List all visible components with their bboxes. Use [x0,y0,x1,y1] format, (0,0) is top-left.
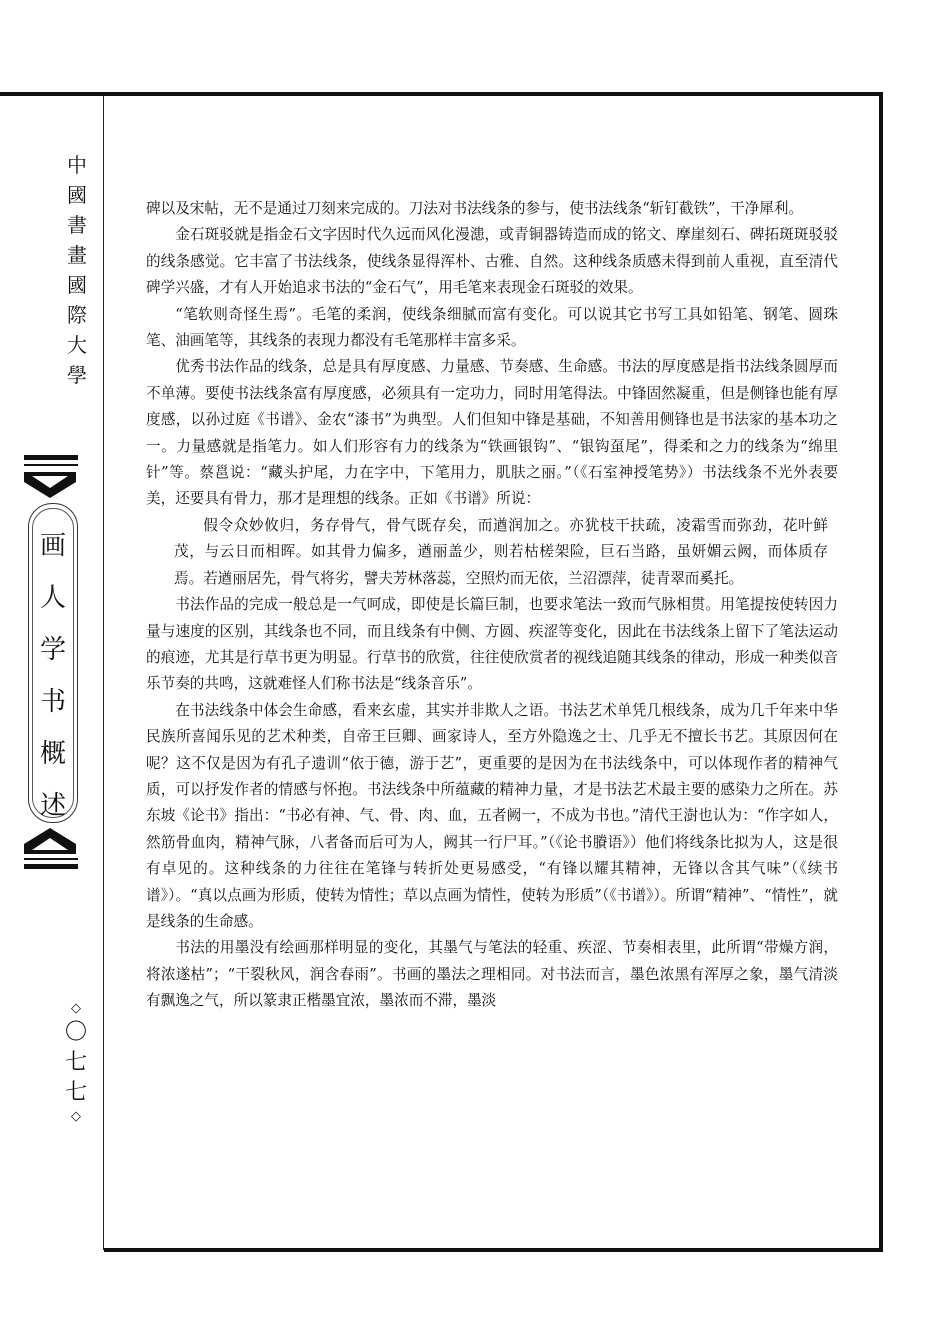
page-number [62,1000,90,1126]
ornament-bar [24,858,78,860]
journal-char: 國 [67,273,87,297]
paragraph: “笔软则奇怪生焉”。毛笔的柔润，使线条细腻而富有变化。可以说其它书写工具如铅笔、钢笔、圆珠笔、油画笔等，其线条的表现力都没有毛笔那样丰富多采。 [146,305,838,350]
ornament-bar [24,455,78,460]
journal-char: 際 [67,303,87,327]
section-title [30,520,76,832]
page-number-char: 〇 [64,1020,87,1045]
frame-bottom-border [104,1248,883,1252]
page-number-char: 七 [64,1050,87,1075]
body-text [146,196,838,1015]
section-title-char: 概 [39,739,66,769]
journal-char: 中 [67,153,87,177]
paragraph: 金石斑驳就是指金石文字因时代久远而风化漫漶，或青铜器铸造而成的铭文、摩崖刻石、碑拓斑斑驳驳的线条感觉。它丰富了书法线条，使线条显得浑朴、古雅、自然。这种线条质感未得到前人重视，直至清代碑学兴盛，才有人开始追求书法的“金石气”，用毛笔来表现金石斑驳的效果。 [146,226,838,297]
journal-char: 大 [67,333,87,357]
ornament-bar [24,864,78,869]
paragraph: 碑以及宋帖，无不是通过刀刻来完成的。刀法对书法线条的参与，使书法线条“斩钉截铁”，干净犀利。 [146,200,804,217]
journal-char: 書 [67,213,87,237]
diamond-icon: ◇ [71,1109,81,1124]
page-number-char: 七 [64,1080,87,1105]
journal-char: 畫 [67,243,87,267]
paragraph: 优秀书法作品的线条，总是具有厚度感、力量感、节奏感、生命感。书法的厚度感是指书法线条圆厚而不单薄。要使书法线条富有厚度感，必须具有一定功力，同时用笔得法。中锋固然凝重，但是侧锋也能有厚度感，以孙过庭《书谱》、金农“漆书”为典型。人们但知中锋是基础，不知善用侧锋也是书法家的基本功之一。力量感就是指笔力。如人们形容有力的线条为“铁画银钩”、“银钩虿尾”，得柔和之力的线条为“绵里针”等。蔡邕说：“藏头护尾，力在字中，下笔用力，肌肤之丽。”（《石室神授笔势》）书法线条不光外表要美，还要具有骨力，那才是理想的线条。正如《书谱》所说： [146,358,838,508]
paragraph: 在书法线条中体会生命感，看来玄虚，其实并非欺人之语。书法艺术单凭几根线条，成为几千年来中华民族所喜闻乐见的艺术种类，自帝王巨卿、画家诗人，至方外隐逸之士、几乎无不擅长书艺。其原因何在呢？这不仅是因为有孔子遗训“依于德，游于艺”，更重要的是因为在书法线条中，可以体现作者的精神气质，可以抒发作者的情感与怀抱。书法线条中所蕴藏的精神力量，才是书法艺术最主要的感染力之所在。苏东坡《论书》指出：“书必有神、气、骨、肉、血，五者阙一，不成为书也。”清代王澍也认为：“作字如人，然筋骨血肉，精神气脉，八者备而后可为人，阙其一行尸耳。”（《论书賸语》）他们将线条比拟为人，这是很有卓见的。这种线条的力往往在笔锋与转折处更易感受，“有锋以耀其精神，无锋以含其气味”（《续书谱》）。“真以点画为形质，使转为情性；草以点画为情性，使转为形质”（《书谱》）。所谓“精神”、“情性”，就是线条的生命感。 [146,701,838,930]
ornament-chevron-top [18,472,82,498]
journal-char: 國 [67,183,87,207]
section-title-char: 人 [39,583,66,613]
section-title-char: 书 [39,687,66,717]
ornament-chevron-bottom [18,828,82,854]
frame-left-rule [103,96,104,1250]
ornament-bar [24,464,78,466]
frame-top-border [0,92,883,96]
diamond-icon: ◇ [71,1001,81,1016]
paragraph: 书法作品的完成一般总是一气呵成，即使是长篇巨制，也要求笔法一致而气脉相贯。用笔提按使转因力量与速度的区别，其线条也不同，而且线条有中侧、方圆、疾涩等变化，因此在书法线条上留下了笔法运动的痕迹，尤其是行草书更为明显。行草书的欣赏，往往使欣赏者的视线追随其线条的律动，形成一种类似音乐节奏的共鸣，这就难怪人们称书法是“线条音乐”。 [146,596,838,693]
frame-right-border [879,92,883,1250]
block-quote: 假令众妙攸归，务存骨气，骨气既存矣，而遒润加之。亦犹枝干扶疏，凌霜雪而弥劲，花叶鲜茂，与云日而相晖。如其骨力偏多，遒丽盖少，则若枯槎架险，巨石当路，虽妍媚云阙，而体质存焉。若遒丽居先，骨气将劣，譬夫芳林落蕊，空照灼而无依，兰沼漂萍，徒青翠而奚托。 [174,516,828,587]
section-title-char: 画 [39,531,66,561]
section-title-char: 学 [39,635,66,665]
journal-name [60,150,94,390]
section-title-char: 述 [39,791,66,821]
paragraph: 书法的用墨没有绘画那样明显的变化，其墨气与笔法的轻重、疾涩、节奏相表里，此所谓“带燥方润，将浓遂枯”；“干裂秋风，润含春雨”。书画的墨法之理相同。对书法而言，墨色浓黑有浑厚之象，墨气清淡有飘逸之气，所以篆隶正楷墨宜浓，墨浓而不滞，墨淡 [146,939,838,1010]
journal-char: 學 [67,363,87,387]
